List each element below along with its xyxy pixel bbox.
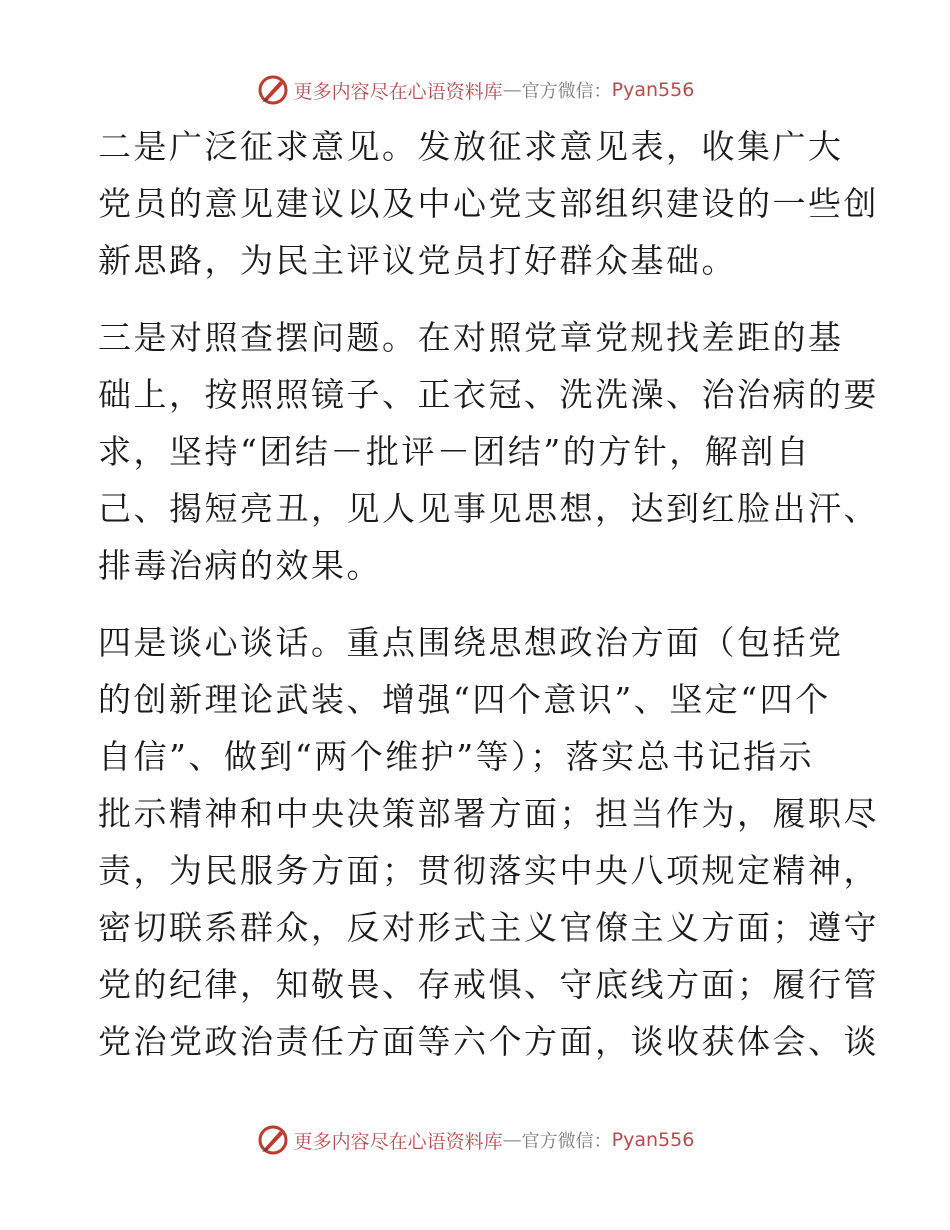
footer-watermark <box>0 1120 950 1160</box>
footer-account: Pyan556 <box>611 1129 695 1151</box>
header-watermark <box>0 70 950 110</box>
text-line: 批示精神和中央决策部署方面；担当作为，履职尽 <box>98 794 879 833</box>
footer-site-text: 更多内容尽在心语资料库 <box>293 1130 503 1153</box>
document-body <box>98 118 879 1090</box>
text-line: 三是对照查摆问题。在对照党章党规找差距的基 <box>98 318 844 357</box>
brush-logo-icon <box>256 73 290 107</box>
header-account: Pyan556 <box>611 79 695 101</box>
text-line: 二是广泛征求意见。发放征求意见表，收集广大 <box>98 127 844 166</box>
text-line: 新思路，为民主评议党员打好群众基础。 <box>98 241 737 280</box>
text-line: 密切联系群众，反对形式主义官僚主义方面；遵守 <box>98 908 879 947</box>
text-line: 础上，按照照镜子、正衣冠、洗洗澡、治治病的要 <box>98 375 879 414</box>
text-line: 责，为民服务方面；贯彻落实中央八项规定精神， <box>98 851 879 890</box>
header-site-text: 更多内容尽在心语资料库 <box>293 80 503 103</box>
text-line: 党员的意见建议以及中心党支部组织建设的一些创 <box>98 184 879 223</box>
paragraph-2 <box>98 118 879 289</box>
text-line: 四是谈心谈话。重点围绕思想政治方面（包括党 <box>98 623 844 662</box>
paragraph-4 <box>98 614 879 1070</box>
text-line: 自信”、做到“两个维护”等）；落实总书记指示 <box>98 737 815 776</box>
header-separator: — <box>502 79 522 101</box>
footer-separator: — <box>502 1129 522 1151</box>
text-line: 己、揭短亮丑，见人见事见思想，达到红脸出汗、 <box>98 489 879 528</box>
brush-logo-icon <box>256 1123 290 1157</box>
text-line: 的创新理论武装、增强“四个意识”、坚定“四个 <box>98 680 831 719</box>
text-line: 党治党政治责任方面等六个方面，谈收获体会、谈 <box>98 1022 879 1061</box>
text-line: 党的纪律，知敬畏、存戒惧、守底线方面；履行管 <box>98 965 879 1004</box>
footer-wechat-label: 官方微信： <box>521 1131 612 1152</box>
text-line: 排毒治病的效果。 <box>98 546 382 585</box>
header-wechat-label: 官方微信： <box>521 81 612 102</box>
text-line: 求，坚持“团结－批评－团结”的方针，解剖自 <box>98 432 812 471</box>
paragraph-3 <box>98 309 879 594</box>
